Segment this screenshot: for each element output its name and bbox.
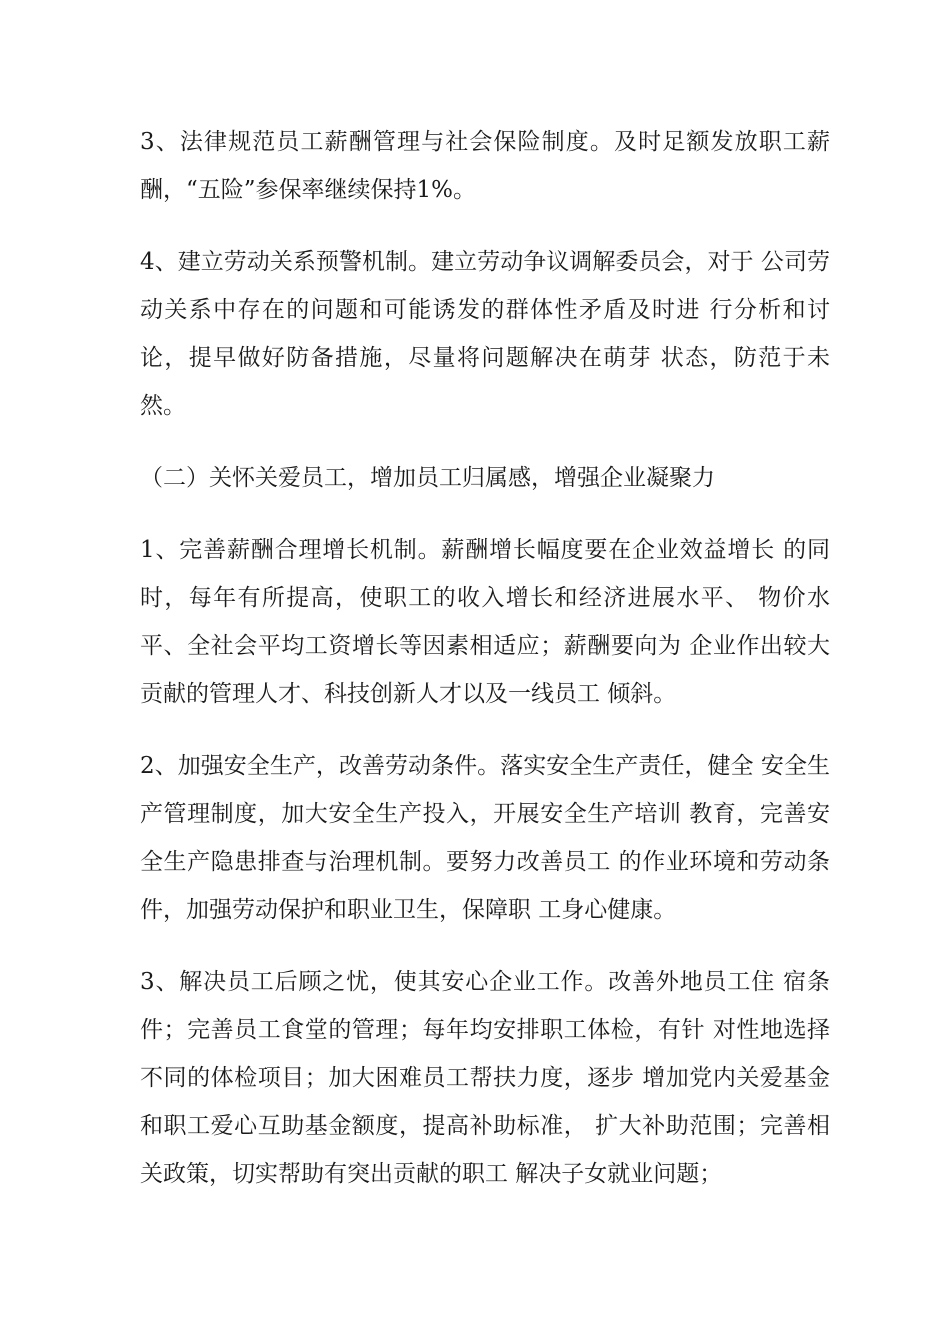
- paragraph-salary-growth: 1、完善薪酬合理增长机制。薪酬增长幅度要在企业效益增长 的同时，每年有所提高，使职工的收入增长和经济进展水平、 物价水平、全社会平均工资增长等因素相适应；薪酬要向为 企业作出较大贡献的管理人才、科技创新人才以及一线员工 倾斜。: [140, 537, 830, 707]
- paragraph-social-insurance: 3、法律规范员工薪酬管理与社会保险制度。及时足额发放职工薪酬，“五险”参保率继续保持1%。: [140, 129, 830, 203]
- document-page: [140, 118, 830, 1198]
- paragraph-safety-production: 2、加强安全生产，改善劳动条件。落实安全生产责任，健全 安全生产管理制度，加大安全生产投入，开展安全生产培训 教育，完善安全生产隐患排查与治理机制。要努力改善员工 的作业环境和劳动条件，加强劳动保护和职业卫生，保障职 工身心健康。: [140, 753, 830, 923]
- paragraph-labor-warning: 4、建立劳动关系预警机制。建立劳动争议调解委员会，对于 公司劳动关系中存在的问题和可能诱发的群体性矛盾及时进 行分析和讨论，提早做好防备措施，尽量将问题解决在萌芽 状态，防范于未然。: [140, 249, 830, 419]
- section-heading-care-employees: （二）关怀关爱员工，增加员工归属感，增强企业凝聚力: [140, 465, 715, 491]
- paragraph-employee-worries: 3、解决员工后顾之忧，使其安心企业工作。改善外地员工住 宿条件；完善员工食堂的管理；每年均安排职工体检，有针 对性地选择不同的体检项目；加大困难员工帮扶力度，逐步 增加党内关爱基金和职工爱心互助基金额度，提高补助标准， 扩大补助范围；完善相关政策，切实帮助有突出贡献的职工 解决子女就业问题；: [140, 969, 830, 1187]
